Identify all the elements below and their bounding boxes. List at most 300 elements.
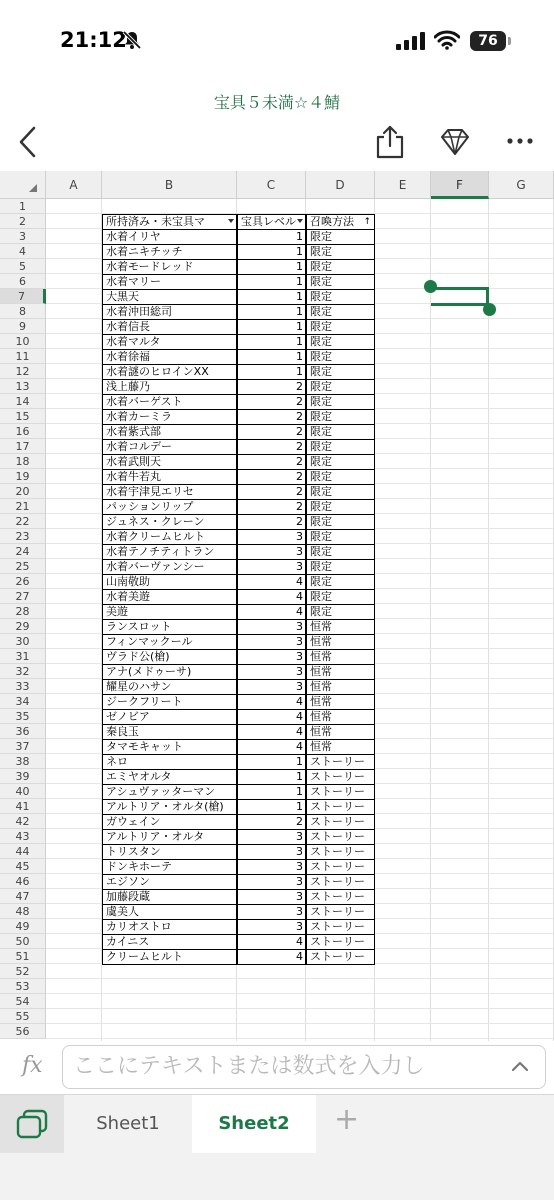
- table-cell-method[interactable]: [306, 499, 375, 515]
- cell-text: 限定: [310, 380, 332, 393]
- row-header[interactable]: 8: [0, 304, 46, 319]
- cell-selection[interactable]: [431, 287, 489, 306]
- row-header[interactable]: 50: [0, 934, 46, 949]
- table-cell-level[interactable]: [237, 844, 306, 860]
- table-cell-level[interactable]: [237, 589, 306, 605]
- table-cell-level[interactable]: [237, 529, 306, 545]
- filter-dropdown-icon[interactable]: [228, 219, 234, 223]
- table-cell-name[interactable]: [102, 604, 237, 620]
- cell-text: 限定: [310, 230, 332, 243]
- cell-text: ストーリー: [310, 800, 365, 813]
- table-cell-level[interactable]: [237, 784, 306, 800]
- table-cell-name[interactable]: [102, 409, 237, 425]
- cell-text: 2: [296, 395, 303, 408]
- table-cell-name[interactable]: [102, 469, 237, 485]
- table-cell-level[interactable]: [237, 904, 306, 920]
- cell-text: エミヤオルタ: [106, 770, 172, 783]
- row-header[interactable]: 36: [0, 724, 46, 739]
- table-cell-name[interactable]: [102, 589, 237, 605]
- cell-text: タマモキャット: [106, 740, 183, 753]
- table-cell-name[interactable]: [102, 274, 237, 290]
- table-cell-name[interactable]: [102, 919, 237, 935]
- cell-text: 浅上藤乃: [106, 380, 150, 393]
- table-cell-name[interactable]: [102, 454, 237, 470]
- table-cell-method[interactable]: [306, 874, 375, 890]
- column-header-g[interactable]: G: [489, 171, 554, 199]
- cell-text: アナ(メドゥーサ): [106, 665, 192, 678]
- sort-ascending-icon[interactable]: ↑: [363, 217, 371, 227]
- table-header-cell[interactable]: [237, 214, 306, 230]
- table-cell-method[interactable]: [306, 409, 375, 425]
- column-header-f[interactable]: F: [431, 171, 489, 199]
- table-cell-method[interactable]: [306, 424, 375, 440]
- table-cell-method[interactable]: [306, 559, 375, 575]
- table-cell-level[interactable]: [237, 469, 306, 485]
- table-cell-method[interactable]: [306, 544, 375, 560]
- cell-text: 限定: [310, 545, 332, 558]
- tab-sheet1[interactable]: Sheet1: [96, 1113, 160, 1134]
- cell-text: 水着コルデー: [106, 440, 172, 453]
- table-cell-method[interactable]: [306, 739, 375, 755]
- cell-text: 限定: [310, 305, 332, 318]
- table-cell-name[interactable]: [102, 859, 237, 875]
- table-cell-level[interactable]: [237, 694, 306, 710]
- row-header[interactable]: 5: [0, 259, 46, 274]
- cell-text: ストーリー: [310, 890, 365, 903]
- cell-text: 限定: [310, 605, 332, 618]
- table-cell-name[interactable]: [102, 619, 237, 635]
- table-cell-level[interactable]: [237, 499, 306, 515]
- cell-text: 恒常: [310, 740, 332, 753]
- cell-text: 恒常: [310, 665, 332, 678]
- table-cell-name[interactable]: [102, 844, 237, 860]
- table-cell-level[interactable]: [237, 634, 306, 650]
- cell-text: ストーリー: [310, 875, 365, 888]
- selection-handle-end[interactable]: [483, 303, 496, 316]
- table-cell-name[interactable]: [102, 649, 237, 665]
- cell-text: 限定: [310, 395, 332, 408]
- cell-text: 恒常: [310, 695, 332, 708]
- table-cell-name[interactable]: [102, 319, 237, 335]
- table-cell-level[interactable]: [237, 334, 306, 350]
- row-header[interactable]: 12: [0, 364, 46, 379]
- table-cell-level[interactable]: [237, 874, 306, 890]
- table-cell-method[interactable]: [306, 514, 375, 530]
- table-cell-level[interactable]: [237, 739, 306, 755]
- table-cell-level[interactable]: [237, 544, 306, 560]
- table-cell-method[interactable]: [306, 889, 375, 905]
- table-cell-name[interactable]: [102, 334, 237, 350]
- table-cell-name[interactable]: [102, 529, 237, 545]
- table-cell-level[interactable]: [237, 379, 306, 395]
- table-cell-level[interactable]: [237, 424, 306, 440]
- table-cell-level[interactable]: [237, 289, 306, 305]
- table-cell-level[interactable]: [237, 559, 306, 575]
- table-cell-method[interactable]: [306, 439, 375, 455]
- table-cell-method[interactable]: [306, 769, 375, 785]
- cell-text: ストーリー: [310, 755, 365, 768]
- table-cell-name[interactable]: [102, 754, 237, 770]
- table-cell-level[interactable]: [237, 829, 306, 845]
- cell-text: 限定: [310, 320, 332, 333]
- table-cell-name[interactable]: [102, 934, 237, 950]
- row-header[interactable]: 25: [0, 559, 46, 574]
- add-sheet-button[interactable]: +: [334, 1102, 360, 1137]
- cell-text: 限定: [310, 410, 332, 423]
- table-cell-level[interactable]: [237, 364, 306, 380]
- table-cell-name[interactable]: [102, 304, 237, 320]
- cell-text: ストーリー: [310, 815, 365, 828]
- row-header[interactable]: 30: [0, 634, 46, 649]
- cell-text: 1: [296, 350, 303, 363]
- table-cell-method[interactable]: [306, 919, 375, 935]
- table-cell-name[interactable]: [102, 769, 237, 785]
- more-icon[interactable]: [506, 134, 534, 148]
- table-cell-method[interactable]: [306, 694, 375, 710]
- cell-text: 4: [296, 725, 303, 738]
- cell-text: 4: [296, 950, 303, 963]
- table-cell-name[interactable]: [102, 229, 237, 245]
- table-header-cell[interactable]: [306, 214, 375, 230]
- row-header[interactable]: 7: [0, 289, 46, 304]
- table-cell-level[interactable]: [237, 934, 306, 950]
- table-cell-level[interactable]: [237, 724, 306, 740]
- row-header[interactable]: 51: [0, 949, 46, 964]
- document-title[interactable]: 宝具５未満☆４鯖: [213, 93, 341, 112]
- row-header[interactable]: 54: [0, 994, 46, 1009]
- table-cell-method[interactable]: [306, 859, 375, 875]
- table-cell-level[interactable]: [237, 454, 306, 470]
- row-header[interactable]: 46: [0, 874, 46, 889]
- column-header-a[interactable]: A: [46, 171, 102, 199]
- cell-text: 恒常: [310, 635, 332, 648]
- cell-text: 2: [296, 470, 303, 483]
- table-cell-method[interactable]: [306, 469, 375, 485]
- cell-text: 1: [296, 785, 303, 798]
- table-cell-name[interactable]: [102, 889, 237, 905]
- table-cell-level[interactable]: [237, 574, 306, 590]
- table-cell-name[interactable]: [102, 724, 237, 740]
- table-cell-method[interactable]: [306, 934, 375, 950]
- table-cell-level[interactable]: [237, 919, 306, 935]
- table-cell-method[interactable]: [306, 259, 375, 275]
- table-cell-name[interactable]: [102, 904, 237, 920]
- table-cell-method[interactable]: [306, 724, 375, 740]
- row-header[interactable]: 49: [0, 919, 46, 934]
- cell-text: 水着マリー: [106, 275, 161, 288]
- table-cell-method[interactable]: [306, 319, 375, 335]
- row-header[interactable]: 33: [0, 679, 46, 694]
- cell-text: アルトリア・オルタ: [106, 830, 205, 843]
- row-header[interactable]: 26: [0, 574, 46, 589]
- column-header-c[interactable]: C: [237, 171, 306, 199]
- row-header[interactable]: 27: [0, 589, 46, 604]
- cell-text: 3: [296, 665, 303, 678]
- row-header[interactable]: 53: [0, 979, 46, 994]
- table-cell-method[interactable]: [306, 589, 375, 605]
- row-header[interactable]: 43: [0, 829, 46, 844]
- row-header[interactable]: 20: [0, 484, 46, 499]
- table-cell-name[interactable]: [102, 439, 237, 455]
- row-header[interactable]: 14: [0, 394, 46, 409]
- table-cell-name[interactable]: [102, 424, 237, 440]
- table-cell-name[interactable]: [102, 364, 237, 380]
- table-cell-level[interactable]: [237, 304, 306, 320]
- table-cell-method[interactable]: [306, 349, 375, 365]
- row-header[interactable]: 52: [0, 964, 46, 979]
- table-cell-name[interactable]: [102, 709, 237, 725]
- cell-text: 大黒天: [106, 290, 139, 303]
- table-cell-level[interactable]: [237, 664, 306, 680]
- filter-dropdown-icon[interactable]: [297, 219, 303, 223]
- table-cell-level[interactable]: [237, 814, 306, 830]
- table-cell-name[interactable]: [102, 349, 237, 365]
- table-cell-name[interactable]: [102, 394, 237, 410]
- table-cell-method[interactable]: [306, 634, 375, 650]
- chevron-up-icon[interactable]: [510, 1059, 530, 1073]
- table-cell-name[interactable]: [102, 499, 237, 515]
- cell-text: 4: [296, 575, 303, 588]
- row-header[interactable]: 42: [0, 814, 46, 829]
- table-cell-method[interactable]: [306, 274, 375, 290]
- cell-text: ストーリー: [310, 845, 365, 858]
- table-cell-method[interactable]: [306, 664, 375, 680]
- row-header[interactable]: 35: [0, 709, 46, 724]
- tab-sheet2[interactable]: Sheet2: [192, 1095, 316, 1153]
- table-cell-method[interactable]: [306, 334, 375, 350]
- row-header[interactable]: 37: [0, 739, 46, 754]
- row-header[interactable]: 34: [0, 694, 46, 709]
- spreadsheet-grid[interactable]: [0, 171, 554, 1041]
- table-cell-level[interactable]: [237, 274, 306, 290]
- cell-text: 1: [296, 290, 303, 303]
- cell-text: 山南敬助: [106, 575, 150, 588]
- table-cell-name[interactable]: [102, 664, 237, 680]
- table-cell-method[interactable]: [306, 679, 375, 695]
- cell-text: 4: [296, 935, 303, 948]
- table-cell-name[interactable]: [102, 379, 237, 395]
- row-header[interactable]: 10: [0, 334, 46, 349]
- table-cell-level[interactable]: [237, 484, 306, 500]
- cell-text: 水着信長: [106, 320, 150, 333]
- cell-text: 限定: [310, 530, 332, 543]
- table-cell-level[interactable]: [237, 679, 306, 695]
- table-cell-level[interactable]: [237, 409, 306, 425]
- row-header[interactable]: 55: [0, 1009, 46, 1024]
- table-cell-name[interactable]: [102, 574, 237, 590]
- row-header[interactable]: 56: [0, 1024, 46, 1039]
- sheets-overview-button[interactable]: [0, 1095, 64, 1153]
- table-cell-method[interactable]: [306, 649, 375, 665]
- row-header[interactable]: 1: [0, 199, 46, 214]
- row-header[interactable]: 47: [0, 889, 46, 904]
- row-header[interactable]: 2: [0, 214, 46, 229]
- table-cell-name[interactable]: [102, 829, 237, 845]
- table-cell-level[interactable]: [237, 349, 306, 365]
- table-cell-method[interactable]: [306, 844, 375, 860]
- table-cell-name[interactable]: [102, 544, 237, 560]
- row-header[interactable]: 23: [0, 529, 46, 544]
- table-cell-name[interactable]: [102, 634, 237, 650]
- cell-text: 1: [296, 245, 303, 258]
- table-cell-name[interactable]: [102, 874, 237, 890]
- cell-text: 水着謎のヒロインXX: [106, 365, 209, 378]
- table-cell-method[interactable]: [306, 904, 375, 920]
- table-cell-level[interactable]: [237, 319, 306, 335]
- table-cell-method[interactable]: [306, 754, 375, 770]
- table-cell-method[interactable]: [306, 619, 375, 635]
- table-cell-method[interactable]: [306, 394, 375, 410]
- table-cell-level[interactable]: [237, 619, 306, 635]
- row-header[interactable]: 29: [0, 619, 46, 634]
- cell-text: 耀星のハサン: [106, 680, 172, 693]
- table-cell-level[interactable]: [237, 259, 306, 275]
- table-cell-name[interactable]: [102, 739, 237, 755]
- row-header[interactable]: 18: [0, 454, 46, 469]
- diamond-icon[interactable]: [440, 128, 470, 156]
- row-header[interactable]: 4: [0, 244, 46, 259]
- selection-handle-start[interactable]: [424, 280, 437, 293]
- table-cell-level[interactable]: [237, 604, 306, 620]
- row-header[interactable]: 24: [0, 544, 46, 559]
- column-header-e[interactable]: E: [375, 171, 431, 199]
- table-cell-level[interactable]: [237, 754, 306, 770]
- table-cell-name[interactable]: [102, 694, 237, 710]
- table-cell-name[interactable]: [102, 679, 237, 695]
- cell-text: エジソン: [106, 875, 150, 888]
- table-cell-name[interactable]: [102, 514, 237, 530]
- cell-text: 4: [296, 740, 303, 753]
- cell-text: 限定: [310, 440, 332, 453]
- table-cell-method[interactable]: [306, 949, 375, 965]
- table-cell-method[interactable]: [306, 379, 375, 395]
- table-cell-method[interactable]: [306, 814, 375, 830]
- cell-text: 4: [296, 590, 303, 603]
- column-header-d[interactable]: D: [306, 171, 375, 199]
- table-cell-method[interactable]: [306, 484, 375, 500]
- row-header[interactable]: 32: [0, 664, 46, 679]
- table-cell-level[interactable]: [237, 769, 306, 785]
- table-cell-method[interactable]: [306, 604, 375, 620]
- row-header[interactable]: 6: [0, 274, 46, 289]
- status-time: 21:12: [60, 28, 127, 52]
- table-cell-level[interactable]: [237, 949, 306, 965]
- table-cell-name[interactable]: [102, 784, 237, 800]
- cell-text: 恒常: [310, 680, 332, 693]
- table-cell-level[interactable]: [237, 889, 306, 905]
- row-header[interactable]: 39: [0, 769, 46, 784]
- table-cell-name[interactable]: [102, 259, 237, 275]
- cell-text: 3: [296, 545, 303, 558]
- formula-input[interactable]: ここにテキストまたは数式を入力し: [62, 1045, 546, 1089]
- signal-icon: [396, 32, 426, 50]
- column-header-b[interactable]: B: [102, 171, 237, 199]
- table-cell-method[interactable]: [306, 799, 375, 815]
- table-cell-level[interactable]: [237, 229, 306, 245]
- table-cell-method[interactable]: [306, 574, 375, 590]
- cell-text: ストーリー: [310, 830, 365, 843]
- back-icon[interactable]: [14, 124, 42, 160]
- cell-text: 限定: [310, 560, 332, 573]
- table-cell-name[interactable]: [102, 244, 237, 260]
- cell-text: カイニス: [106, 935, 150, 948]
- row-header[interactable]: 21: [0, 499, 46, 514]
- row-header[interactable]: 44: [0, 844, 46, 859]
- row-header[interactable]: 15: [0, 409, 46, 424]
- table-cell-level[interactable]: [237, 799, 306, 815]
- cell-text: 水着バーゲスト: [106, 395, 183, 408]
- fx-icon[interactable]: fx: [22, 1053, 43, 1078]
- cell-text: ドンキホーテ: [106, 860, 172, 873]
- cell-text: 恒常: [310, 650, 332, 663]
- row-header[interactable]: 11: [0, 349, 46, 364]
- table-cell-level[interactable]: [237, 514, 306, 530]
- table-cell-name[interactable]: [102, 484, 237, 500]
- table-cell-name[interactable]: [102, 799, 237, 815]
- cell-text: 1: [296, 230, 303, 243]
- row-header[interactable]: 9: [0, 319, 46, 334]
- row-header[interactable]: 41: [0, 799, 46, 814]
- table-cell-level[interactable]: [237, 859, 306, 875]
- table-cell-level[interactable]: [237, 439, 306, 455]
- table-cell-method[interactable]: [306, 454, 375, 470]
- table-cell-method[interactable]: [306, 244, 375, 260]
- table-header-cell[interactable]: [102, 214, 237, 230]
- table-cell-method[interactable]: [306, 784, 375, 800]
- row-header[interactable]: 48: [0, 904, 46, 919]
- table-cell-name[interactable]: [102, 949, 237, 965]
- table-cell-method[interactable]: [306, 529, 375, 545]
- select-all-corner[interactable]: [0, 171, 46, 199]
- table-cell-level[interactable]: [237, 709, 306, 725]
- row-header[interactable]: 3: [0, 229, 46, 244]
- table-cell-name[interactable]: [102, 289, 237, 305]
- table-cell-level[interactable]: [237, 394, 306, 410]
- row-header[interactable]: 17: [0, 439, 46, 454]
- table-cell-level[interactable]: [237, 244, 306, 260]
- row-header[interactable]: 13: [0, 379, 46, 394]
- table-cell-name[interactable]: [102, 814, 237, 830]
- cell-text: ストーリー: [310, 860, 365, 873]
- cell-text: 1: [296, 275, 303, 288]
- cell-text: 水着徐福: [106, 350, 150, 363]
- table-cell-name[interactable]: [102, 559, 237, 575]
- row-header[interactable]: 40: [0, 784, 46, 799]
- row-header[interactable]: 19: [0, 469, 46, 484]
- cell-text: 限定: [310, 470, 332, 483]
- table-cell-level[interactable]: [237, 649, 306, 665]
- table-cell-method[interactable]: [306, 364, 375, 380]
- row-header[interactable]: 28: [0, 604, 46, 619]
- cell-text: 水着テノチティトラン: [106, 545, 215, 558]
- table-cell-method[interactable]: [306, 229, 375, 245]
- cell-text: 3: [296, 620, 303, 633]
- row-header[interactable]: 38: [0, 754, 46, 769]
- table-cell-method[interactable]: [306, 304, 375, 320]
- cell-text: 限定: [310, 290, 332, 303]
- cell-text: ネロ: [106, 755, 128, 768]
- row-header[interactable]: 45: [0, 859, 46, 874]
- row-header[interactable]: 16: [0, 424, 46, 439]
- row-header[interactable]: 31: [0, 649, 46, 664]
- cell-text: 3: [296, 905, 303, 918]
- table-cell-method[interactable]: [306, 289, 375, 305]
- share-icon[interactable]: [374, 124, 406, 160]
- row-header[interactable]: 22: [0, 514, 46, 529]
- cell-text: カリオストロ: [106, 920, 172, 933]
- table-cell-method[interactable]: [306, 709, 375, 725]
- table-cell-method[interactable]: [306, 829, 375, 845]
